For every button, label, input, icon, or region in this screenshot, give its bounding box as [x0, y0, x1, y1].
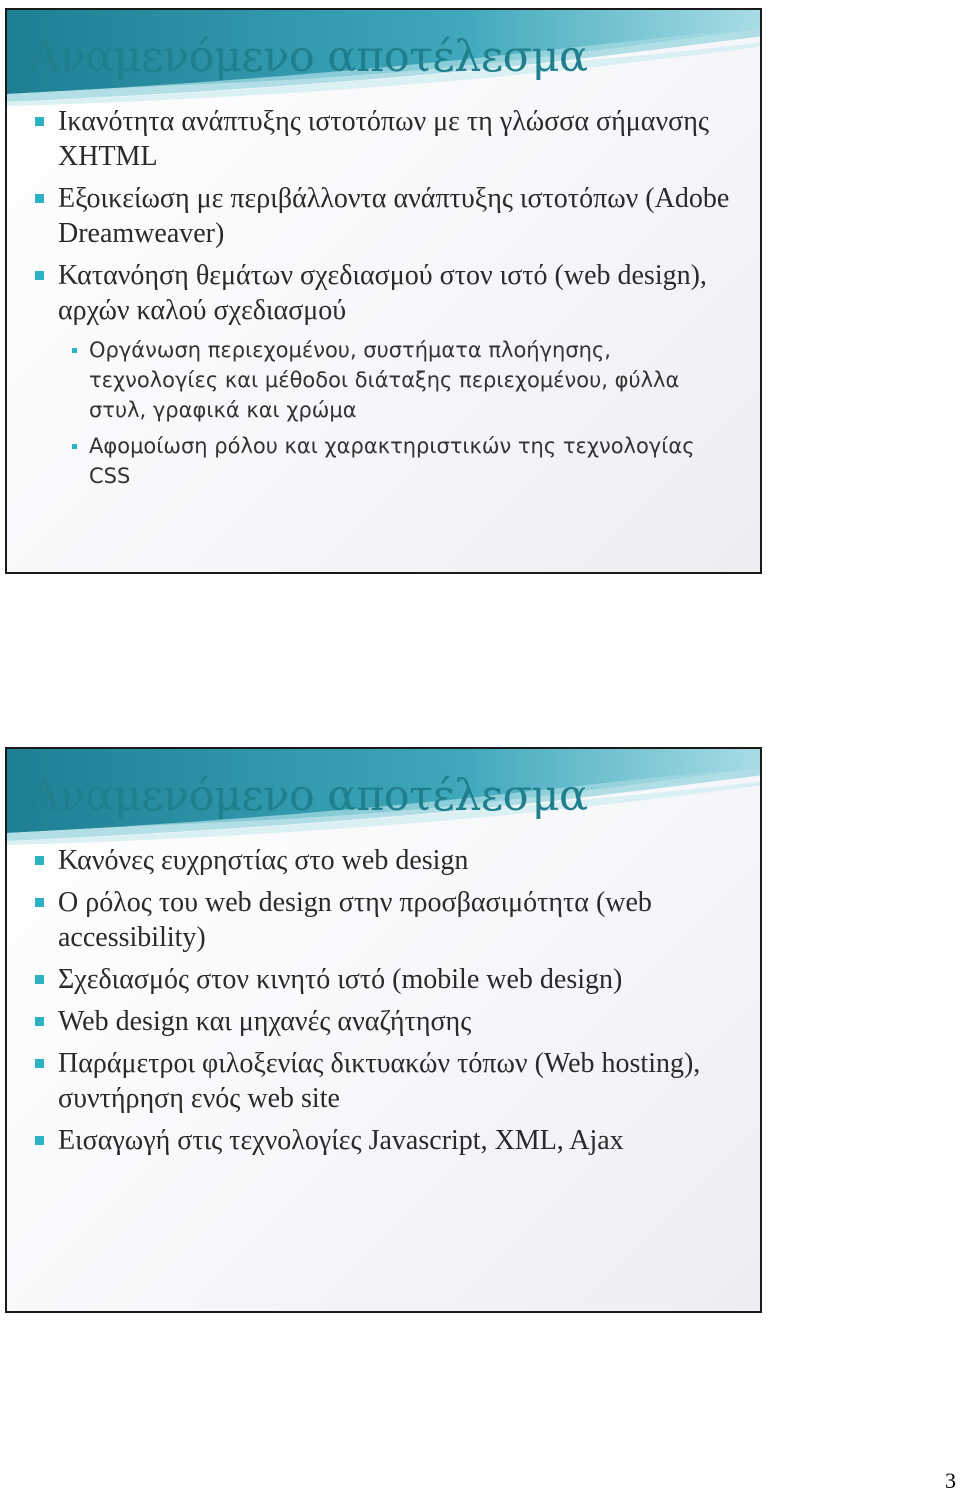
- sub-bullet-item: Αφομοίωση ρόλου και χαρακτηριστικών της τεχνολογίας CSS: [66, 431, 736, 491]
- bullet-item: Σχεδιασμός στον κινητό ιστό (mobile web design): [35, 962, 736, 997]
- bullet-item: Web design και μηχανές αναζήτησης: [35, 1004, 736, 1039]
- sub-bullet-item: Οργάνωση περιεχομένου, συστήματα πλοήγησης, τεχνολογίες και μέθοδοι διάταξης περιεχομένου, φύλλα στυλ, γραφικά και χρώμα: [66, 335, 736, 425]
- slide-2: [5, 747, 762, 1313]
- bullet-list: [35, 104, 736, 497]
- page-number: 3: [945, 1468, 956, 1493]
- bullet-list: [35, 843, 736, 1165]
- slide-title: Αναμενόμενο αποτέλεσμα: [29, 771, 588, 821]
- slide-title: Αναμενόμενο αποτέλεσμα: [29, 32, 588, 82]
- bullet-item: Εξοικείωση με περιβάλλοντα ανάπτυξης ιστοτόπων (Adobe Dreamweaver): [35, 181, 736, 251]
- bullet-item: Παράμετροι φιλοξενίας δικτυακών τόπων (Web hosting), συντήρηση ενός web site: [35, 1046, 736, 1116]
- bullet-item: Ο ρόλος του web design στην προσβασιμότητα (web accessibility): [35, 885, 736, 955]
- bullet-item: Ικανότητα ανάπτυξης ιστοτόπων με τη γλώσσα σήμανσης XHTML: [35, 104, 736, 174]
- slide-1: [5, 8, 762, 574]
- bullet-item: Κατανόηση θεμάτων σχεδιασμού στον ιστό (web design), αρχών καλού σχεδιασμού: [35, 258, 736, 328]
- bullet-item: Κανόνες ευχρηστίας στο web design: [35, 843, 736, 878]
- bullet-item: Εισαγωγή στις τεχνολογίες Javascript, XML, Ajax: [35, 1123, 736, 1158]
